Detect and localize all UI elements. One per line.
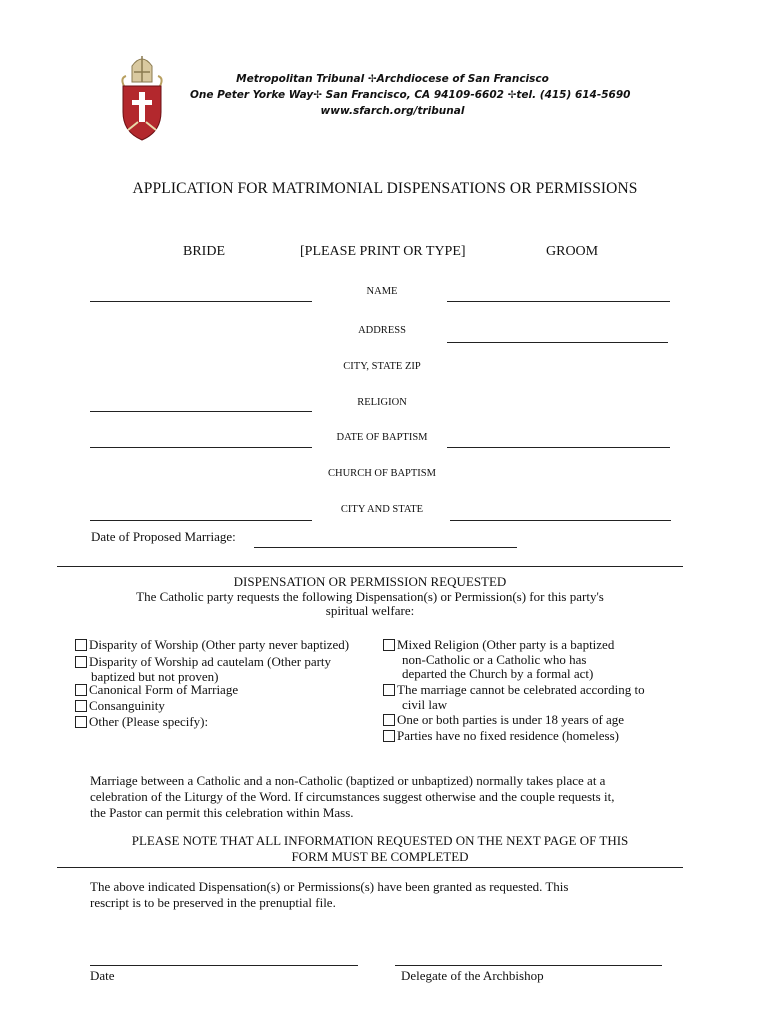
option-civil-law-cont: civil law <box>402 697 448 712</box>
please-note-line2: FORM MUST BE COMPLETED <box>291 849 469 864</box>
bride-name-field[interactable] <box>90 301 312 302</box>
option-other[interactable]: Other (Please specify): <box>75 714 208 729</box>
option-civil-law[interactable]: The marriage cannot be celebrated according to <box>383 682 645 697</box>
date-signature-line[interactable] <box>90 965 358 966</box>
bride-religion-field[interactable] <box>90 411 312 412</box>
section-divider <box>57 566 683 567</box>
option-disparity-ad-cautelam-cont: baptized but not proven) <box>91 669 219 684</box>
marriage-note-line3: the Pastor can permit this celebration within Mass. <box>90 805 354 820</box>
checkbox[interactable] <box>75 656 87 668</box>
option-under-18[interactable]: One or both parties is under 18 years of age <box>383 712 624 727</box>
date-label: Date <box>90 968 115 983</box>
option-disparity-ad-cautelam[interactable]: Disparity of Worship ad cautelam (Other party <box>75 654 331 669</box>
marriage-note-line2: celebration of the Liturgy of the Word. If circumstances suggest otherwise and the couple requests it, <box>90 789 615 804</box>
city-state-zip-label: CITY, STATE ZIP <box>343 361 421 372</box>
checkbox[interactable] <box>383 730 395 742</box>
address-label: ADDRESS <box>358 325 406 336</box>
bride-date-of-baptism-field[interactable] <box>90 447 312 448</box>
tribunal-name: Metropolitan Tribunal ✢Archdiocese of San Francisco <box>236 73 549 85</box>
tribunal-address: One Peter Yorke Way✢ San Francisco, CA 94109-6602 ✢tel. (415) 614-5690 <box>190 89 631 101</box>
section-divider-2 <box>57 867 683 868</box>
checkbox[interactable] <box>75 716 87 728</box>
form-title: APPLICATION FOR MATRIMONIAL DISPENSATIONS OR PERMISSIONS <box>132 180 638 197</box>
granted-line1: The above indicated Dispensation(s) or Permissions(s) have been granted as requested. This <box>90 879 569 894</box>
option-mixed-religion-cont2: departed the Church by a formal act) <box>402 666 594 681</box>
dispensation-intro: The Catholic party requests the following Dispensation(s) or Permission(s) for this party's <box>136 589 604 604</box>
marriage-note-line1: Marriage between a Catholic and a non-Catholic (baptized or unbaptized) normally takes place at a <box>90 773 606 788</box>
dispensation-intro-cont: spiritual welfare: <box>325 603 415 618</box>
church-of-baptism-label: CHURCH OF BAPTISM <box>328 468 436 479</box>
option-homeless[interactable]: Parties have no fixed residence (homeless) <box>383 728 619 743</box>
option-consanguinity[interactable]: Consanguinity <box>75 698 165 713</box>
city-and-state-label: CITY AND STATE <box>340 504 424 515</box>
tribunal-website: www.sfarch.org/tribunal <box>320 105 465 117</box>
groom-city-and-state-field[interactable] <box>450 520 671 521</box>
dispensation-heading: DISPENSATION OR PERMISSION REQUESTED <box>233 574 507 589</box>
checkbox[interactable] <box>75 639 87 651</box>
option-disparity-of-worship[interactable]: Disparity of Worship (Other party never baptized) <box>75 637 349 652</box>
proposed-marriage-date-field[interactable] <box>254 547 517 548</box>
groom-address-field[interactable] <box>447 342 668 343</box>
option-mixed-religion[interactable]: Mixed Religion (Other party is a baptized <box>383 637 614 652</box>
checkbox[interactable] <box>75 684 87 696</box>
groom-date-of-baptism-field[interactable] <box>447 447 670 448</box>
bride-column-heading: BRIDE <box>183 244 225 259</box>
proposed-marriage-label: Date of Proposed Marriage: <box>91 529 236 544</box>
granted-line2: rescript is to be preserved in the prenuptial file. <box>90 895 336 910</box>
option-mixed-religion-cont: non-Catholic or a Catholic who has <box>402 652 587 667</box>
delegate-label: Delegate of the Archbishop <box>401 968 544 983</box>
groom-name-field[interactable] <box>447 301 670 302</box>
name-label: NAME <box>366 286 398 297</box>
print-instruction: [PLEASE PRINT OR TYPE] <box>300 244 466 259</box>
delegate-signature-line[interactable] <box>395 965 662 966</box>
groom-column-heading: GROOM <box>546 244 599 259</box>
date-of-baptism-label: DATE OF BAPTISM <box>336 432 428 443</box>
checkbox[interactable] <box>75 700 87 712</box>
bride-city-and-state-field[interactable] <box>90 520 312 521</box>
checkbox[interactable] <box>383 684 395 696</box>
archdiocese-coat-of-arms-logo <box>118 52 166 144</box>
religion-label: RELIGION <box>357 397 407 408</box>
checkbox[interactable] <box>383 714 395 726</box>
option-canonical-form[interactable]: Canonical Form of Marriage <box>75 682 238 697</box>
please-note-line1: PLEASE NOTE THAT ALL INFORMATION REQUESTED ON THE NEXT PAGE OF THIS <box>131 833 629 848</box>
checkbox[interactable] <box>383 639 395 651</box>
